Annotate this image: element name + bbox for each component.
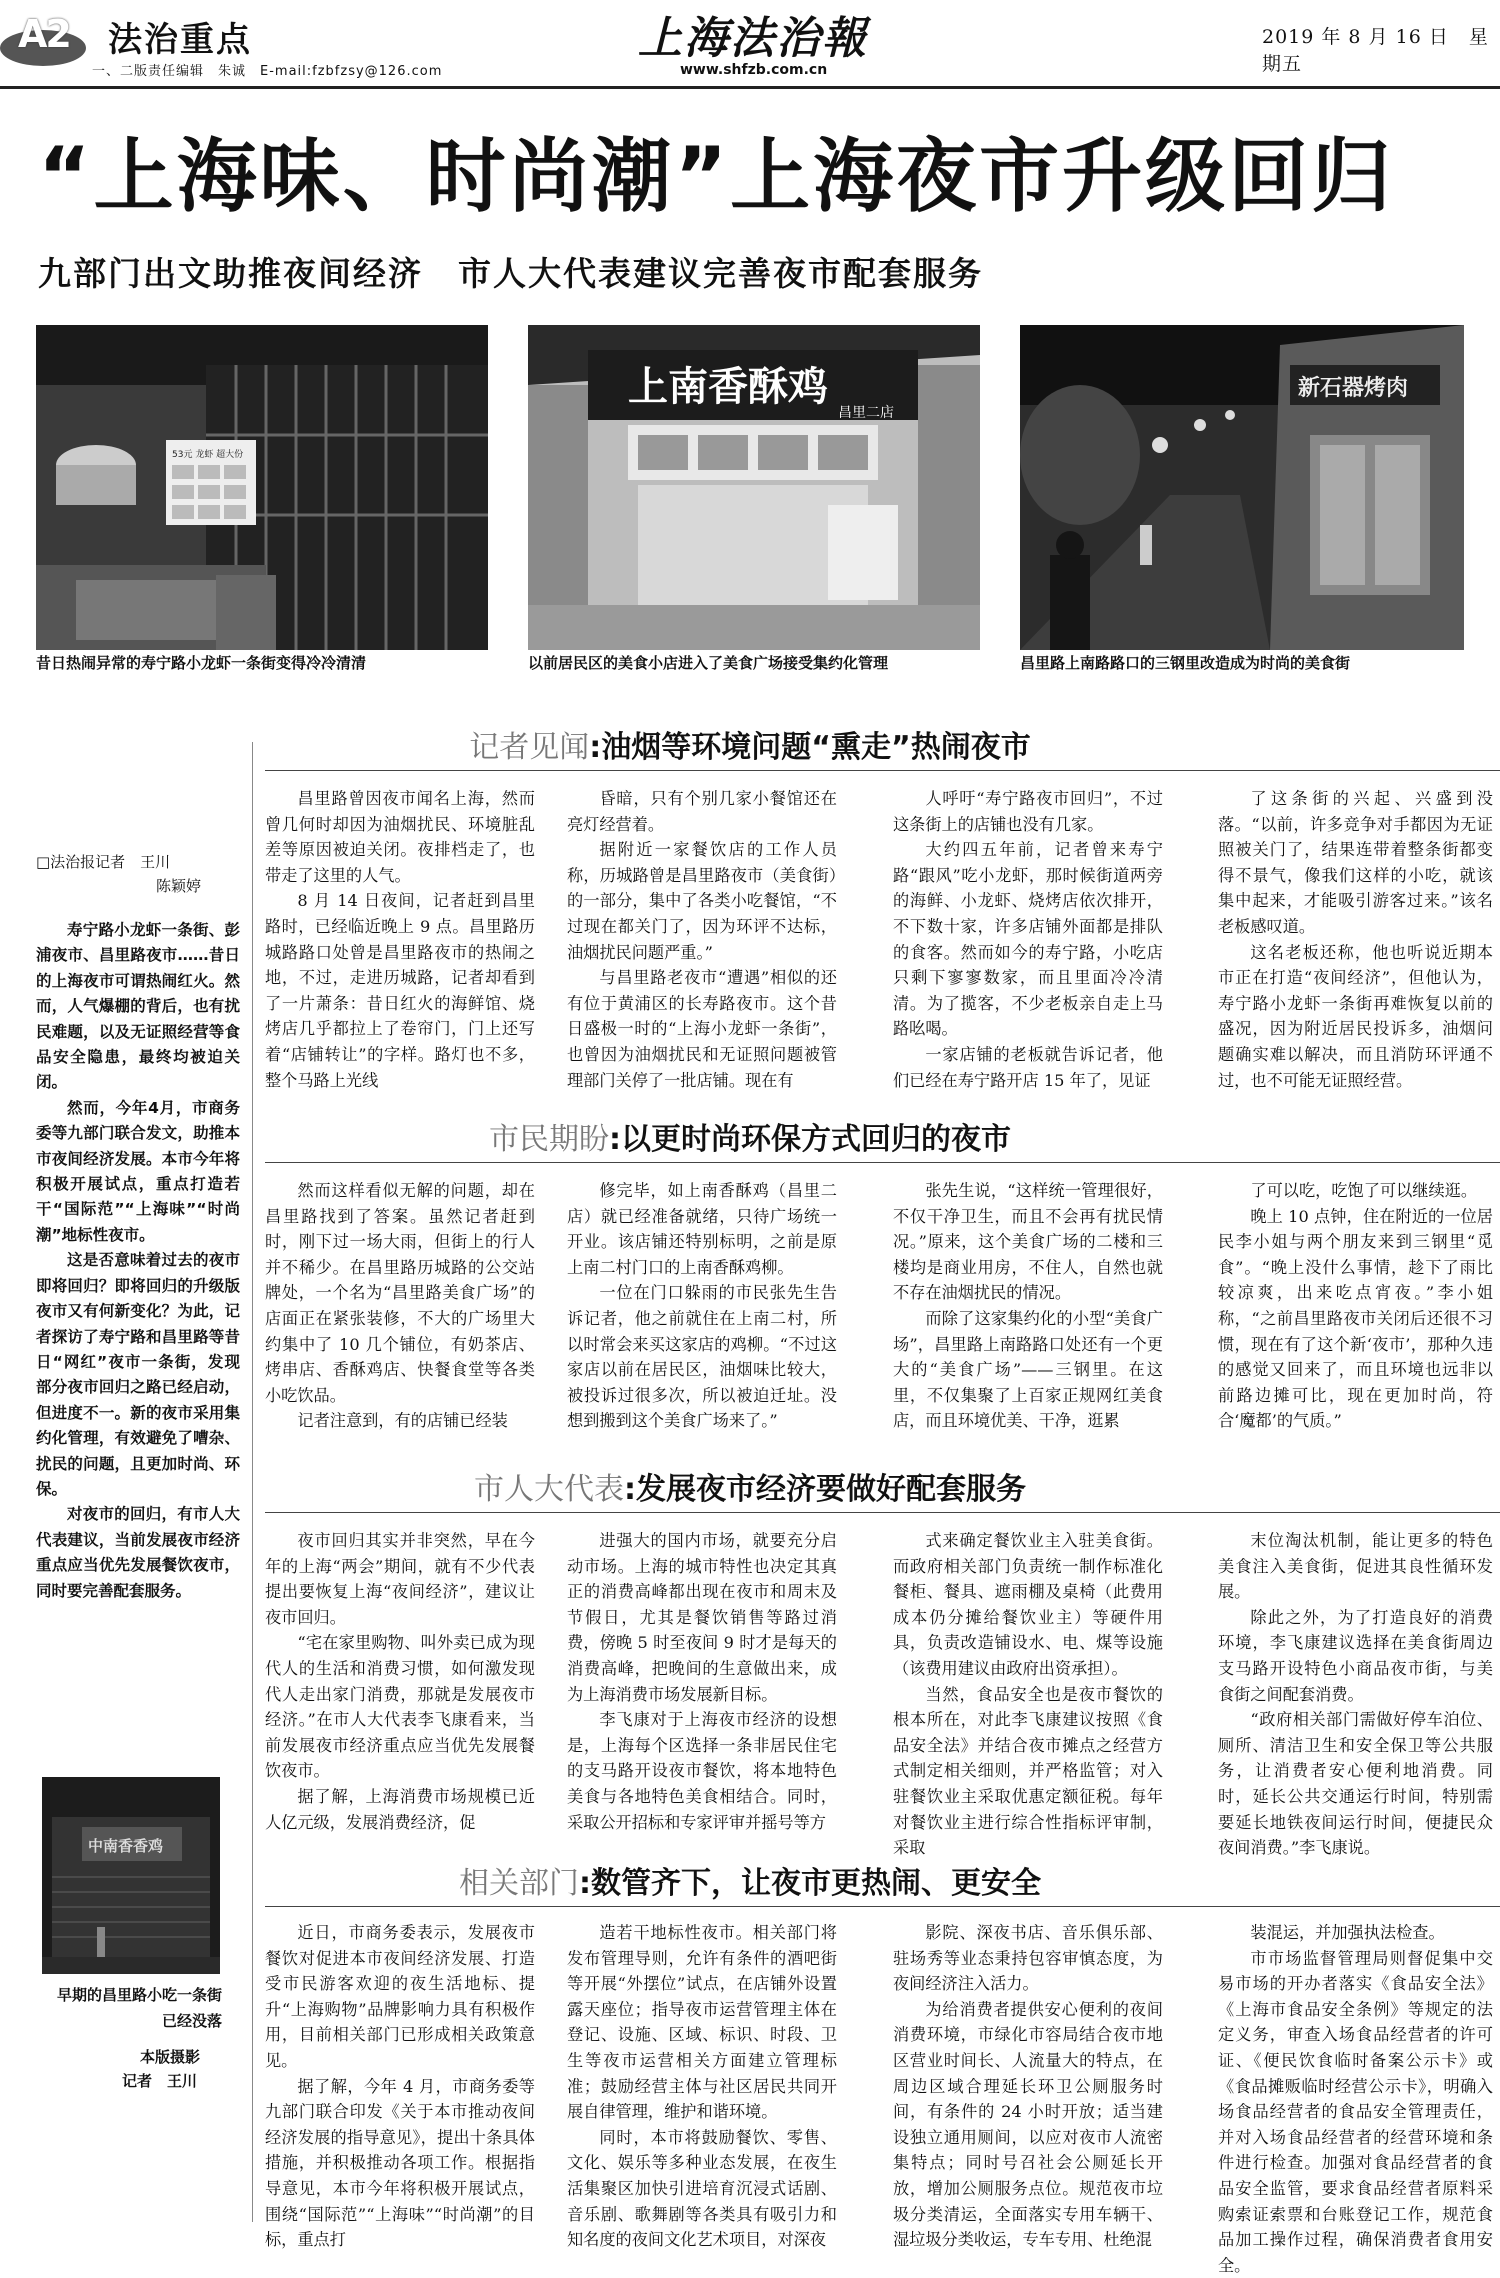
paragraph: 式来确定餐饮业主入驻美食街。而政府相关部门负责统一制作标准化餐柜、餐具、遮雨棚及桌椅（此费用成本仍分摊给餐饮业主）等硬件用具，负责改造铺设水、电、煤等设施（该费用建议由政府出资承担）。	[893, 1531, 1163, 1678]
section-1-column-4	[1218, 786, 1493, 1090]
section-4-column-2	[567, 1920, 837, 2250]
section-colon: :	[609, 1122, 621, 1157]
byline	[36, 850, 201, 898]
paragraph: 张先生说，“这样统一管理很好，不仅干净卫生，而且不会再有扰民情况。”原来，这个美食广场的二楼和三楼均是商业用房，不住人，自然也就不存在油烟扰民的情况。	[893, 1181, 1163, 1303]
section-title: 数管齐下，让夜市更热闹、更安全	[591, 1866, 1041, 1901]
paragraph: 大约四五年前，记者曾来寿宁路“跟风”吃小龙虾，那时候街道两旁的海鲜、小龙虾、烧烤店依次排开，不下数十家，许多店铺外面都是排队的食客。然而如今的寿宁路，小吃店只剩下寥寥数家，而且里面冷冷清清。为了揽客，不少老板亲自走上马路吆喝。	[893, 840, 1163, 1039]
section-1-column-1	[265, 786, 535, 1090]
photo-credit-label: 本版摄影	[140, 2048, 201, 2066]
section-3-column-1	[265, 1528, 535, 1832]
section-title: 油烟等环境问题“熏走”热闹夜市	[601, 730, 1031, 765]
section-kicker: 市人大代表	[474, 1472, 624, 1507]
masthead-rule	[0, 86, 1500, 89]
byline-reporter-1: □法治报记者 王川	[36, 853, 171, 871]
shop-sign-shangnan: 上南香酥鸡	[628, 364, 828, 410]
section-header-citizens	[0, 1114, 1500, 1158]
subheadline: 九部门出文助推夜间经济 市人大代表建议完善夜市配套服务	[38, 254, 983, 293]
section-colon: :	[589, 730, 602, 765]
byline-reporter-2: 陈颖婷	[156, 877, 202, 895]
section-3-column-4	[1218, 1528, 1493, 1858]
section-kicker: 相关部门	[459, 1866, 579, 1901]
shop-sign-xinshiqi: 新石器烤肉	[1298, 376, 1409, 401]
paragraph: 一家店铺的老板就告诉记者，他们已经在寿宁路开店 15 年了，见证	[893, 1044, 1163, 1090]
section-colon: :	[579, 1866, 591, 1901]
section-2-column-2	[567, 1178, 837, 1463]
paper-name-logo: 上海法治報	[638, 13, 868, 64]
paragraph: 当然，食品安全也是夜市餐饮的根本所在，对此李飞康建议按照《食品安全法》并结合夜市摊点之经营方式制定相关细则，并严格监管；对入驻餐饮业主采取优惠定额征税。每年对餐饮业主进行综合性指标评审制，采取	[893, 1684, 1163, 1858]
issue-date: 2019 年 8 月 16 日 星期五	[1262, 26, 1489, 75]
section-colon: :	[624, 1472, 636, 1507]
section-header-deputy	[0, 1464, 1500, 1508]
paragraph: 昏暗，只有个别几家小餐馆还在亮灯经营着。	[567, 789, 837, 834]
lead-paragraph: 寿宁路小龙虾一条街、彭浦夜市、昌里路夜市……昔日的上海夜市可谓热闹红火。然而，人气爆棚的背后，也有扰民难题，以及无证照经营等食品安全隐患，最终均被迫关闭。	[36, 921, 240, 1092]
section-name: 法治重点	[108, 20, 252, 60]
paragraph: 为给消费者提供安心便利的夜间消费环境，市绿化市容局结合夜市地区营业时间长、人流量大的特点，在周边区域合理延长环卫公厕服务时间，有条件的 24 小时开放；适当建设独立通用厕间，以应对夜市人流密集特点；同时号召社会公厕延长开放，增加公厕服务点位。规范夜市垃圾分类清运，全面落实专用车辆干、湿垃圾分类收运，专车专用、杜绝混	[893, 1999, 1163, 2250]
section-1-column-2	[567, 786, 837, 1090]
paragraph: 近日，市商务委表示，发展夜市餐饮对促进本市夜间经济发展、打造受市民游客欢迎的夜生活地标、提升“上海购物”品牌影响力具有积极作用，目前相关部门已形成相关政策意见。	[265, 1923, 535, 2070]
section-1-column-3	[893, 786, 1163, 1090]
paragraph: “政府相关部门需做好停车泊位、厕所、清洁卫生和安全保卫等公共服务，让消费者安心便利地消费。同时，延长公共交通运行时间，特别需要延长地铁夜间运行时间，便捷民众夜间消费。”李飞康说。	[1218, 1710, 1493, 1858]
section-kicker: 市民期盼	[489, 1122, 609, 1157]
paper-website: www.shfzb.com.cn	[680, 62, 828, 78]
paragraph: 夜市回归其实并非突然，早在今年的上海“两会”期间，就有不少代表提出要恢复上海“夜间经济”，建议让夜市回归。	[265, 1531, 535, 1627]
paragraph: 与昌里路老夜市“遭遇”相似的还有位于黄浦区的长寿路夜市。这个昔日盛极一时的“上海小龙虾一条街”，也曾因为油烟扰民和无证照问题被管理部门关停了一批店铺。现在有	[567, 968, 837, 1090]
section-4-column-3	[893, 1920, 1163, 2250]
section-2-column-1	[265, 1178, 535, 1463]
paragraph: 而除了这家集约化的小型“美食广场”，昌里路上南路路口处还有一个更大的“美食广场”——三钢里。在这里，不仅集聚了上百家正规网红美食店，而且环境优美、干净，逛累	[893, 1308, 1163, 1431]
paragraph: 昌里路曾因夜市闻名上海，然而曾几何时却因为油烟扰民、环境脏乱差等原因被迫关闭。夜排档走了，也带走了这里的人气。	[265, 789, 535, 885]
section-header-reporter	[0, 722, 1500, 766]
paragraph: 同时，本市将鼓励餐饮、零售、文化、娱乐等多种业态发展，在夜生活集聚区加快引进培育沉浸式话剧、音乐剧、歌舞剧等各类具有吸引力和知名度的夜间文化艺术项目，对深夜	[567, 2127, 837, 2250]
paragraph: 然而这样看似无解的问题，却在昌里路找到了答案。虽然记者赶到时，刚下过一场大雨，但街上的行人并不稀少。在昌里路历城路的公交站牌处，一个名为“昌里路美食广场”的店面正在紧张装修，不大的广场里大约集中了 10 几个铺位，有奶茶店、烤串店、香酥鸡店、快餐食堂等各类小吃饮品。	[265, 1181, 535, 1405]
paragraph: 一位在门口躲雨的市民张先生告诉记者，他之前就住在上南二村，所以时常会来买这家店的鸡柳。“不过这家店以前在居民区，油烟味比较大，被投诉过很多次，所以被迫迁址。没想到搬到这个美食广场来了。”	[567, 1283, 837, 1431]
shop-sign-old: 中南香香鸡	[88, 1837, 164, 1855]
section-2-column-4	[1218, 1178, 1493, 1463]
section-title: 以更时尚环保方式回归的夜市	[621, 1122, 1011, 1157]
paragraph: 了这条街的兴起、兴盛到没落。“以前，许多竞争对手都因为无证照被关门了，结果连带着整条街都变得不景气，像我们这样的小吃，就该集中起来，才能吸引游客过来。”该名老板感叹道。	[1218, 789, 1493, 936]
section-4-column-4	[1218, 1920, 1493, 2275]
section-4-column-1	[265, 1920, 535, 2250]
photo-credit-name: 记者 王川	[122, 2072, 198, 2090]
shop-sign-branch: 昌里二店	[838, 405, 894, 421]
photo-shangnan-shop	[528, 325, 980, 650]
paragraph: 造若干地标性夜市。相关部门将发布管理导则，允许有条件的酒吧街等开展“外摆位”试点，在店铺外设置露天座位；指导夜市运营管理主体在登记、设施、区域、标识、时段、卫生等夜市运营相关方面建立管理标准；鼓励经营主体与社区居民共同开展自律管理，维护和谐环境。	[567, 1923, 837, 2122]
paragraph: 了可以吃，吃饱了可以继续逛。	[1250, 1181, 1478, 1200]
paragraph: 据附近一家餐饮店的工作人员称，历城路曾是昌里路夜市（美食街）的一部分，集中了各类小吃餐馆，“不过现在都关门了，因为环评不达标，油烟扰民问题严重。”	[567, 840, 837, 962]
lead-paragraph: 然而，今年4月，市商务委等九部门联合发文，助推本市夜间经济发展。本市今年将积极开展试点，重点打造若干“国际范”“上海味”“时尚潮”地标性夜市。	[36, 1098, 240, 1244]
paragraph: 晚上 10 点钟，住在附近的一位居民李小姐与两个朋友来到三钢里“觅食”。“晚上没什么事情，趁下了雨比较凉爽，出来吃点宵夜。”李小姐称，“之前昌里路夜市关闭后还很不习惯，现在有了这个新‘夜市’，那种久违的感觉又回来了，而且环境也远非以前路边摊可比，现在更加时尚，符合‘魔都’的气质。”	[1218, 1206, 1493, 1431]
section-rule	[265, 770, 1500, 771]
section-rule	[265, 1906, 1500, 1907]
section-rule	[265, 1162, 1500, 1163]
photo-caption-1: 昔日热闹异常的寿宁路小龙虾一条街变得冷冷清清	[36, 654, 367, 672]
paragraph: 据了解，今年 4 月，市商务委等九部门联合印发《关于本市推动夜间经济发展的指导意见》，提出十条具体措施，并积极推动各项工作。根据指导意见，本市今年将积极开展试点，围绕“国际范”“上海味”“时尚潮”的目标，重点打	[265, 2076, 535, 2250]
paragraph: 修完毕，如上南香酥鸡（昌里二店）就已经准备就绪，只待广场统一开业。该店铺还特别标明，之前是原上南二村门口的上南香酥鸡柳。	[567, 1181, 837, 1277]
section-title: 发展夜市经济要做好配套服务	[636, 1472, 1026, 1507]
paragraph: 人呼吁“寿宁路夜市回归”，不过这条街上的店铺也没有几家。	[893, 789, 1163, 834]
photo-caption-2: 以前居民区的美食小店进入了美食广场接受集约化管理	[528, 654, 889, 672]
side-photo-caption: 早期的昌里路小吃一条街已经没落	[56, 1986, 222, 2030]
page-number-badge	[0, 12, 92, 70]
section-rule	[265, 1512, 1500, 1513]
photo-sangangli-street	[1020, 325, 1464, 650]
paragraph: 影院、深夜书店、音乐俱乐部、驻场秀等业态秉持包容审慎态度，为夜间经济注入活力。	[893, 1923, 1163, 1994]
paragraph: 8 月 14 日夜间，记者赶到昌里路时，已经临近晚上 9 点。昌里路历城路路口处曾是昌里路夜市的热闹之地，不过，走进历城路，记者却看到了一片萧条：昔日红火的海鲜馆、烧烤店几乎都拉上了卷帘门，门上还写着“店铺转让”的字样。路灯也不多，整个马路上光线	[265, 891, 535, 1090]
section-header-departments	[0, 1858, 1500, 1902]
photo-credit	[44, 2045, 222, 2093]
lead-paragraph: 对夜市的回归，有市人大代表建议，当前发展夜市经济重点应当优先发展餐饮夜市，同时要完善配套服务。	[36, 1505, 240, 1600]
section-kicker: 记者见闻	[469, 730, 590, 765]
shop-sign-menu: 53元 龙虾 超大份	[172, 450, 244, 460]
section-3-column-2	[567, 1528, 837, 1832]
page-number: A2	[18, 12, 70, 56]
section-2-column-3	[893, 1178, 1163, 1463]
paragraph: 这名老板还称，他也听说近期本市正在打造“夜间经济”，但他认为，寿宁路小龙虾一条街再难恢复以前的盛况，因为附近居民投诉多，油烟问题确实难以解决，而且消防环评通不过，也不可能无证照经营。	[1218, 942, 1493, 1090]
paragraph: “宅在家里购物、叫外卖已成为现代人的生活和消费习惯，如何激发现代人走出家门消费，那就是发展夜市经济。”在市人大代表李飞康看来，当前发展夜市经济重点应当优先发展餐饮夜市。	[265, 1633, 535, 1781]
section-3-column-3	[893, 1528, 1163, 1858]
paragraph: 据了解，上海消费市场规模已近人亿元级，发展消费经济，促	[265, 1786, 535, 1832]
editor-line: 一、二版责任编辑 朱诚 E-mail:fzbfzsy@126.com	[92, 64, 443, 79]
photo-caption-3: 昌里路上南路路口的三钢里改造成为时尚的美食街	[1020, 654, 1351, 672]
paragraph: 市市场监督管理局则督促集中交易市场的开办者落实《食品安全法》《上海市食品安全条例》等规定的法定义务，审查入场食品经营者的许可证、《便民饮食临时备案公示卡》或《食品摊贩临时经营公示卡》，明确入场食品经营者的食品安全管理责任，并对入场食品经营者的经营环境和条件进行检查。加强对食品经营者的食品安全监管，要求食品经营者原料采购索证索票和台账登记工作，规范食品加工操作过程，确保消费者食用安全。	[1218, 1948, 1493, 2275]
paragraph: 除此之外，为了打造良好的消费环境，李飞康建议选择在美食街周边支马路开设特色小商品夜市街，与美食街之间配套消费。	[1218, 1607, 1493, 1704]
paragraph: 李飞康对于上海夜市经济的设想是，上海每个区选择一条非居民住宅的支马路开设夜市餐饮，将本地特色美食与各地特色美食相结合。同时，采取公开招标和专家评审并摇号等方	[567, 1710, 837, 1832]
masthead	[0, 0, 1500, 86]
paragraph: 进强大的国内市场，就要充分启动市场。上海的城市特性也决定其真正的消费高峰都出现在夜市和周末及节假日，尤其是餐饮销售等路过消费，傍晚 5 时至夜间 9 时才是每天的消费高峰，把晚间的生意做出来，成为上海消费市场发展新目标。	[567, 1531, 837, 1704]
lead-paragraph: 这是否意味着过去的夜市即将回归？即将回归的升级版夜市又有何新变化？为此，记者探访了寿宁路和昌里路等昔日“网红”夜市一条街，发现部分夜市回归之路已经启动，但进度不一。新的夜市采用集约化管理，有效避免了嘈杂、扰民的问题，且更加时尚、环保。	[36, 1251, 240, 1498]
photo-shouning-road	[36, 325, 488, 650]
paragraph: 末位淘汰机制，能让更多的特色美食注入美食街，促进其良性循环发展。	[1218, 1531, 1493, 1602]
paragraph: 记者注意到，有的店铺已经装	[297, 1411, 508, 1431]
headline: “上海味、时尚潮”上海夜市升级回归	[38, 130, 1395, 223]
paragraph: 装混运，并加强执法检查。	[1250, 1923, 1445, 1942]
